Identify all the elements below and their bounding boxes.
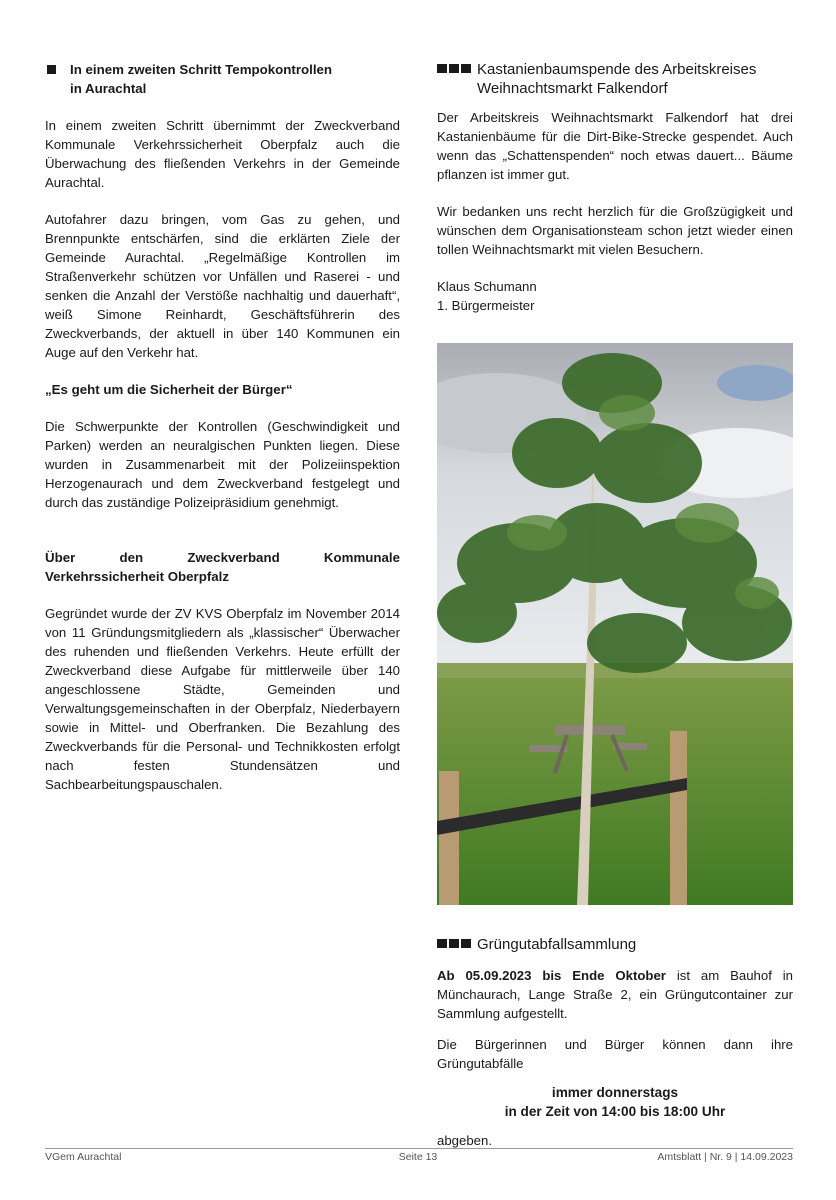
chestnut-tree-photo — [437, 343, 793, 905]
footer-left: VGem Aurachtal — [45, 1151, 122, 1163]
paragraph-schwerpunkte: Die Schwerpunkte der Kontrollen (Geschwindigkeit und Parken) werden an neuralgischen Punkten liegen. Diese wurden in Zusammenarbeit mit der Polizeiinspektion Herzogenaurach und dem Zweckverband festgelegt und durch das zuständige Polizeipräsidium genehmigt. — [45, 419, 400, 510]
footer-page-number: Seite 13 — [398, 1151, 438, 1163]
section-heading-gruengut: Grüngutabfallsammlung — [437, 935, 793, 954]
paragraph-dank: Wir bedanken uns recht herzlich für die Großzügigkeit und wünschen dem Organisationsteam schon jetzt wieder einen tollen Weihnachtsmarkt mit vielen Besuchern. — [437, 204, 793, 257]
heading-line-2: in Aurachtal — [70, 81, 147, 96]
section-heading-tempokontrollen — [45, 60, 400, 98]
paragraph-ziele: Autofahrer dazu bringen, vom Gas zu gehen, und Brennpunkte entschärfen, sind die erklärten Ziele der Gemeinde Aurachtal. „Regelmäßige Kontrollen im Straßenverkehr schützen vor Unfällen und Raserei - und senken die Anzahl der Verstöße nachhaltig und dauerhaft“, weiß Simone Reinhardt, Geschäftsführerin des Zweckverbands, der aktuell in über 140 Kommunen ein Auge auf den Verkehr hat. — [45, 212, 400, 360]
schedule-time: in der Zeit von 14:00 bis 18:00 Uhr — [504, 1104, 726, 1119]
subheading-zweckverband: Über den Zweckverband Kommunale Verkehrssicherheit Oberpfalz — [45, 550, 400, 584]
signer-name: Klaus Schumann — [437, 279, 537, 294]
heading-line-2: Weihnachtsmarkt Falkendorf — [477, 80, 668, 97]
subheading-sicherheit: „Es geht um die Sicherheit der Bürger“ — [45, 382, 293, 397]
footer-right: Amtsblatt | Nr. 9 | 14.09.2023 — [657, 1151, 793, 1163]
paragraph-gruengut-termin: Ab 05.09.2023 bis Ende Oktober ist am Bauhof in Münchaurach, Lange Straße 2, ein Grüngutcontainer zur Sammlung aufgestellt. — [437, 968, 794, 1021]
paragraph-abgeben: abgeben. — [437, 1133, 493, 1148]
schedule-day: immer donnerstags — [551, 1085, 679, 1100]
section-heading-kastanien — [437, 60, 793, 98]
signer-role: 1. Bürgermeister — [437, 298, 535, 313]
heading-line-1: In einem zweiten Schritt Tempokontrollen — [70, 62, 333, 77]
paragraph-spende: Der Arbeitskreis Weihnachtsmarkt Falkendorf hat drei Kastanienbäume für die Dirt-Bike-Strecke gespendet. Auch wenn das „Schattenspenden“ noch etwas dauert... Bäume pflanzen ist immer gut. — [437, 110, 793, 182]
right-column — [437, 60, 793, 1150]
paragraph-gruengut-info: Die Bürgerinnen und Bürger können dann ihre Grüngutabfälle — [437, 1037, 793, 1071]
paragraph-gegruendet: Gegründet wurde der ZV KVS Oberpfalz im November 2014 von 11 Gründungsmitgliedern als „klassischer“ Überwacher des ruhenden und fließenden Verkehrs. Heute erfüllt der Zweckverband diese Aufgabe für mittlerweile über 140 angeschlossene Städte, Gemeinden und Verwaltungsgemeinschaften in der Oberpfalz, Niederbayern sowie in Mittel- und Oberfranken. Die Bezahlung des Zweckverbands für die Personal- und Technikkosten erfolgt nach festen Stundensätzen und Sachbearbeitungspauschalen. — [45, 606, 400, 792]
triple-square-bullet-icon — [437, 939, 471, 954]
heading-line-1: Kastanienbaumspende des Arbeitskreises — [477, 61, 757, 78]
left-column — [45, 60, 400, 794]
footer-divider — [45, 1148, 793, 1149]
paragraph-intro: In einem zweiten Schritt übernimmt der Zweckverband Kommunale Verkehrssicherheit Oberpfalz auch die Überwachung des fließenden Verkehrs in der Gemeinde Aurachtal. — [45, 118, 400, 190]
triple-square-bullet-icon — [437, 64, 471, 98]
square-bullet-icon — [47, 65, 56, 74]
